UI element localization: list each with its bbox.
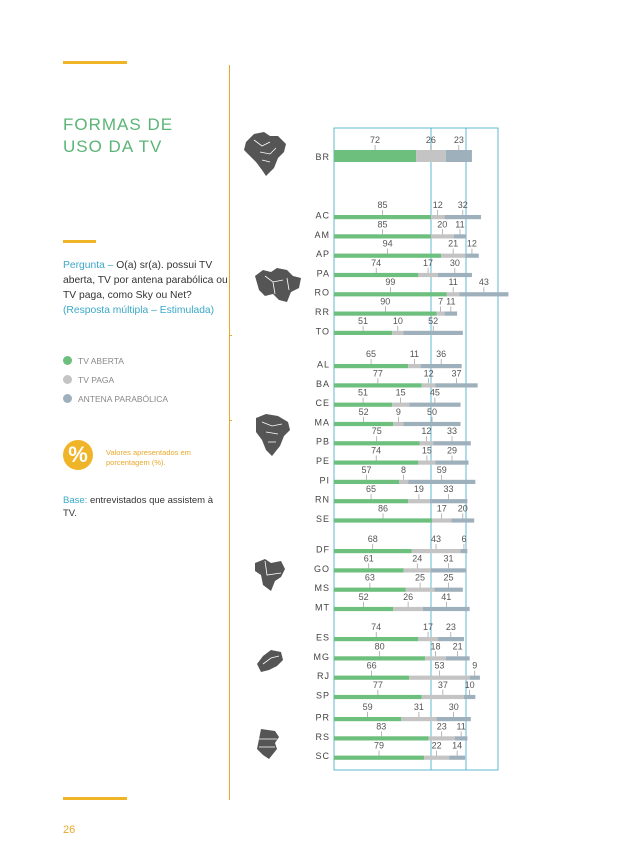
data-label-rr-s2: 11 xyxy=(446,296,456,307)
bar-sc-s2 xyxy=(449,756,465,760)
data-label-ma-s1: 9 xyxy=(395,406,401,417)
data-label-ac-s2: 32 xyxy=(457,200,468,210)
data-label-pi-s2: 59 xyxy=(436,464,447,475)
state-label-go: GO xyxy=(313,563,330,574)
state-label-ap: AP xyxy=(315,249,330,260)
percent-icon: % xyxy=(63,440,93,470)
bar-ba-s0 xyxy=(334,383,422,387)
data-label-rs-s1: 23 xyxy=(436,721,447,732)
data-label-mg-s2: 21 xyxy=(452,641,463,652)
state-label-ac: AC xyxy=(315,210,330,221)
data-label-rj-s1: 53 xyxy=(434,660,445,671)
data-label-ro-s0: 99 xyxy=(385,277,396,288)
data-label-rj-s2: 9 xyxy=(472,660,478,671)
title-line-1: FORMAS DE xyxy=(63,115,174,134)
state-label-rr: RR xyxy=(315,307,330,317)
bar-ma-s0 xyxy=(334,422,393,426)
data-label-rn-s2: 33 xyxy=(443,484,454,495)
data-label-pe-s1: 15 xyxy=(421,445,432,456)
state-label-rs: RS xyxy=(315,731,330,742)
bar-rn-s1 xyxy=(408,499,430,503)
state-label-es: ES xyxy=(315,632,330,643)
bar-sp-s1 xyxy=(422,695,464,699)
data-label-pr-s0: 59 xyxy=(362,702,373,712)
data-label-ms-s0: 63 xyxy=(364,572,375,583)
data-label-ap-s0: 94 xyxy=(382,238,393,249)
state-label-rn: RN xyxy=(315,494,330,505)
bar-pa-s0 xyxy=(334,273,418,277)
bar-pr-s0 xyxy=(334,717,401,721)
data-label-se-s2: 20 xyxy=(457,503,468,514)
bar-pr-s1 xyxy=(401,717,436,721)
data-label-al-s2: 36 xyxy=(436,349,447,359)
question-label: Pergunta – xyxy=(63,260,117,271)
data-label-ac-s1: 12 xyxy=(432,200,443,210)
data-label-se-s1: 17 xyxy=(436,503,447,514)
bar-br-s0 xyxy=(334,150,416,162)
data-label-rn-s0: 65 xyxy=(366,484,377,495)
bar-ba-s2 xyxy=(435,383,477,387)
data-label-ce-s2: 45 xyxy=(429,387,440,398)
bar-to-s0 xyxy=(334,331,392,335)
question-body: O(a) sr(a). possui TV aberta, TV por antena parabólica ou TV paga, como Sky ou Net? xyxy=(63,260,228,301)
data-label-ba-s1: 12 xyxy=(423,368,434,379)
state-label-sc: SC xyxy=(315,751,330,762)
data-label-ce-s0: 51 xyxy=(358,387,369,398)
percent-note: Valores apresentados em porcentagem (%). xyxy=(106,448,191,467)
data-label-ce-s1: 15 xyxy=(395,387,406,398)
state-label-ro: RO xyxy=(314,287,330,298)
bar-mt-s2 xyxy=(423,607,470,611)
state-label-pa: PA xyxy=(316,268,330,279)
data-label-br-s1: 26 xyxy=(425,135,436,145)
data-label-pa-s1: 17 xyxy=(423,257,434,268)
data-label-ro-s1: 11 xyxy=(448,277,458,288)
data-label-ma-s2: 50 xyxy=(427,406,438,417)
data-label-se-s0: 86 xyxy=(378,503,389,514)
data-label-mg-s0: 80 xyxy=(374,641,385,652)
data-label-sp-s2: 10 xyxy=(464,679,475,690)
data-label-sp-s0: 77 xyxy=(372,679,383,690)
bar-se-s1 xyxy=(432,518,451,522)
data-label-df-s1: 43 xyxy=(431,534,442,544)
page-number: 26 xyxy=(63,824,76,836)
state-label-rj: RJ xyxy=(317,671,330,682)
data-label-to-s1: 10 xyxy=(392,315,403,326)
state-label-mg: MG xyxy=(313,651,330,662)
data-label-ma-s0: 52 xyxy=(358,406,369,417)
base-text: entrevistados que assistem à TV. xyxy=(63,495,213,519)
bar-mt-s1 xyxy=(393,607,423,611)
question-note: (Resposta múltipla – Estimulada) xyxy=(63,305,215,316)
legend-label: TV ABERTA xyxy=(78,355,124,366)
bar-mg-s2 xyxy=(446,656,470,660)
bar-to-s1 xyxy=(392,331,403,335)
data-label-mt-s2: 41 xyxy=(441,591,452,602)
title-line-2: USO DA TV xyxy=(63,137,163,156)
data-label-rs-s0: 83 xyxy=(376,721,387,732)
data-label-pb-s2: 33 xyxy=(446,426,457,437)
data-label-rj-s0: 66 xyxy=(366,660,377,671)
bar-pa-s1 xyxy=(418,273,437,277)
data-label-pi-s1: 8 xyxy=(401,464,407,475)
data-label-sp-s1: 37 xyxy=(437,679,448,690)
state-label-ce: CE xyxy=(315,398,330,409)
bar-pi-s1 xyxy=(399,480,408,484)
bar-rr-s0 xyxy=(334,312,437,316)
data-label-pb-s1: 12 xyxy=(421,426,432,437)
data-label-rs-s2: 11 xyxy=(456,721,466,732)
data-label-rr-s1: 7 xyxy=(438,296,444,307)
bar-sc-s0 xyxy=(334,756,424,760)
data-label-ap-s1: 21 xyxy=(448,238,459,249)
state-label-pe: PE xyxy=(315,456,330,466)
data-label-es-s1: 17 xyxy=(423,622,434,632)
data-label-br-s2: 23 xyxy=(453,135,464,145)
legend-label: TV PAGA xyxy=(78,374,115,385)
data-label-al-s1: 11 xyxy=(409,349,420,359)
base-label: Base: xyxy=(63,495,90,506)
data-label-es-s2: 23 xyxy=(445,622,456,632)
data-label-am-s2: 11 xyxy=(455,219,465,230)
bar-se-s0 xyxy=(334,518,432,522)
state-label-pb: PB xyxy=(315,436,330,447)
bar-mt-s0 xyxy=(334,607,393,611)
bar-rn-s0 xyxy=(334,499,408,503)
bar-al-s0 xyxy=(334,364,408,368)
data-label-rn-s1: 19 xyxy=(413,484,424,495)
data-label-am-s1: 20 xyxy=(437,219,448,230)
data-label-ro-s2: 43 xyxy=(478,277,489,288)
bar-al-s1 xyxy=(408,364,421,368)
data-label-es-s0: 74 xyxy=(371,622,382,632)
state-label-mt: MT xyxy=(315,602,330,613)
data-label-ap-s2: 12 xyxy=(466,238,477,249)
state-label-pi: PI xyxy=(319,475,330,486)
data-label-mt-s0: 52 xyxy=(358,591,369,602)
bar-ro-s0 xyxy=(334,292,447,296)
bar-sc-s1 xyxy=(424,756,449,760)
bar-ro-s2 xyxy=(459,292,508,296)
data-label-go-s1: 24 xyxy=(412,553,423,564)
data-label-mt-s1: 26 xyxy=(403,591,414,602)
state-label-al: AL xyxy=(316,359,330,370)
data-label-al-s0: 65 xyxy=(366,349,377,359)
data-label-ms-s1: 25 xyxy=(415,572,426,583)
data-label-sc-s1: 22 xyxy=(431,740,442,751)
data-label-sc-s2: 14 xyxy=(452,740,463,751)
state-label-sp: SP xyxy=(315,690,330,701)
legend-label: ANTENA PARABÓLICA xyxy=(78,393,169,404)
bar-ma-s1 xyxy=(393,422,403,426)
bar-ap-s2 xyxy=(465,254,479,258)
bar-pe-s1 xyxy=(418,461,435,465)
state-label-am: AM xyxy=(314,229,330,240)
data-label-rr-s0: 90 xyxy=(380,296,391,307)
data-label-am-s0: 85 xyxy=(377,219,388,230)
bar-rr-s2 xyxy=(445,312,458,316)
bar-to-s2 xyxy=(404,331,463,335)
data-label-pa-s0: 74 xyxy=(371,257,382,268)
bar-br-s2 xyxy=(446,150,472,162)
bar-sp-s2 xyxy=(464,695,475,699)
bar-df-s2 xyxy=(461,549,468,553)
state-label-to: TO xyxy=(315,326,330,337)
data-label-df-s0: 68 xyxy=(367,534,378,544)
state-label-ms: MS xyxy=(314,583,330,594)
data-label-ac-s0: 85 xyxy=(377,200,388,210)
data-label-go-s2: 31 xyxy=(443,553,454,564)
data-label-pe-s0: 74 xyxy=(371,445,382,456)
data-label-df-s2: 6 xyxy=(461,534,467,544)
data-label-br-s0: 72 xyxy=(370,135,381,145)
data-label-pr-s2: 30 xyxy=(448,702,459,712)
bar-ms-s0 xyxy=(334,588,406,592)
data-label-ms-s2: 25 xyxy=(443,572,454,583)
bar-br-s1 xyxy=(416,150,446,162)
data-label-to-s2: 52 xyxy=(428,315,439,326)
data-label-pr-s1: 31 xyxy=(413,702,424,712)
state-label-ba: BA xyxy=(315,378,330,389)
state-label-pr: PR xyxy=(315,712,330,723)
bar-mg-s0 xyxy=(334,656,425,660)
data-label-go-s0: 61 xyxy=(363,553,374,564)
bar-se-s2 xyxy=(451,518,474,522)
data-label-mg-s1: 18 xyxy=(430,641,441,652)
data-label-ba-s2: 37 xyxy=(451,368,462,379)
state-label-df: DF xyxy=(316,544,330,555)
chart-frame xyxy=(334,128,498,770)
data-label-pi-s0: 57 xyxy=(361,464,372,475)
data-label-to-s0: 51 xyxy=(358,315,369,326)
state-label-se: SE xyxy=(315,513,330,524)
state-label-ma: MA xyxy=(314,417,330,428)
data-label-pe-s2: 29 xyxy=(446,445,457,456)
bar-sp-s0 xyxy=(334,695,422,699)
data-label-ba-s0: 77 xyxy=(372,368,383,379)
data-label-pa-s2: 30 xyxy=(449,257,460,268)
bar-rj-s0 xyxy=(334,676,409,680)
state-label-br: BR xyxy=(315,152,330,162)
data-label-sc-s0: 79 xyxy=(374,740,385,751)
data-label-pb-s0: 75 xyxy=(371,426,382,437)
